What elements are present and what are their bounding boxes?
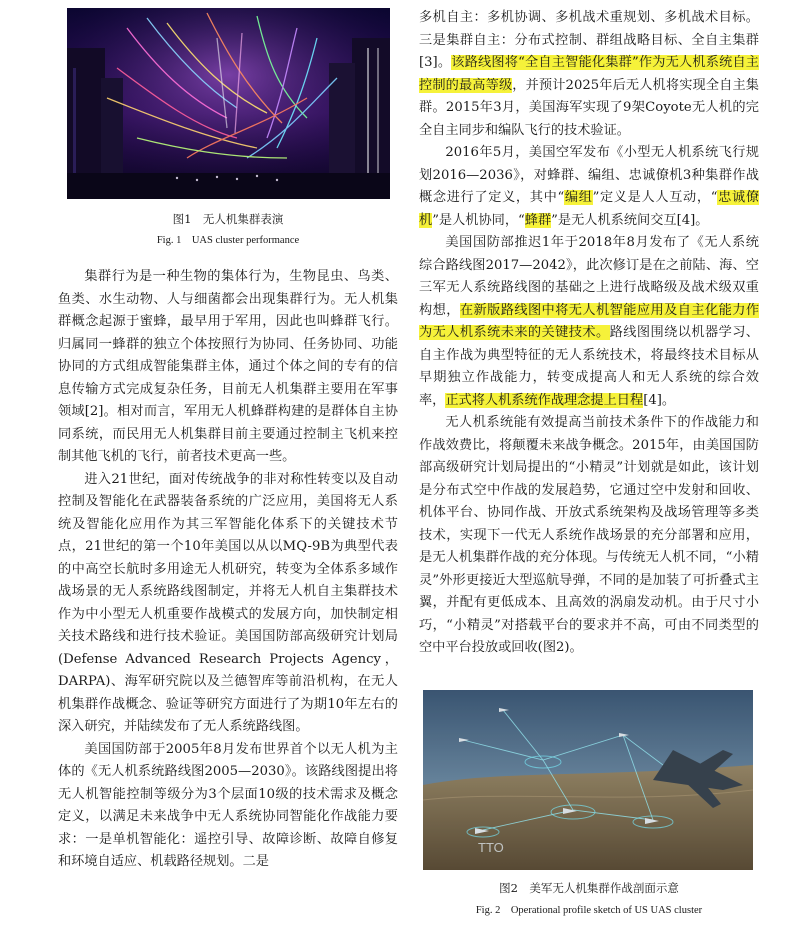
highlighted-text: 在新版路线图中将无人机智能应用及自主化能力作为无人机系统未来的关键技术。 <box>419 302 760 340</box>
drone-light-show-illustration <box>67 8 390 199</box>
uas-cluster-operation-illustration <box>423 690 753 870</box>
paragraph: 美国国防部于2005年8月发布世界首个以无人机为主体的《无人机系统路线图2005—2030》。该路线图提出将无人机智能控制等级分为3个层面10级的技术需求及概念定义，以满足未来战争中无人系统协同智能化作战能力要求：一是单机智能化：遥控引导、故障诊断、故障自修复和环境自适应、机载路径规划。二是 <box>58 741 398 869</box>
highlighted-text: 蜂群 <box>524 212 552 228</box>
paragraph <box>419 7 759 142</box>
highlighted-text: 忠诚僚机 <box>419 190 760 228</box>
paragraph: 集群行为是一种生物的集体行为，生物昆虫、鸟类、鱼类、水生动物、人与细菌都会出现集群行为。无人机集群概念起源于蜜蜂，最早用于军用，因此也叫蜂群飞行。归属同一蜂群的独立个体按照行为协同、任务协同、功能协同的方式组成智能集群主体，通过个体之间的专有的信息传输方式完成复杂任务，目前无人机集群主要用在军事领域[2]。相对而言，军用无人机蜂群构建的是群体自主协同系统，而民用无人机集群目前主要通过控制主飞机来控制其他飞机的飞行，前者技术更高一些。 <box>58 269 398 464</box>
highlighted-text: 编组 <box>564 190 593 205</box>
text-run: ”是人机协同，“ <box>432 212 525 228</box>
figure-1-image <box>67 8 390 199</box>
text-run: [4]。 <box>643 392 676 408</box>
paragraph <box>419 142 759 232</box>
left-body-text <box>58 266 398 874</box>
text-run: ”定义是人人互动，“ <box>592 190 718 205</box>
text-run: 2016年5月，美国空军发布《小型无人机系统飞行规划2016—2036》，对蜂群、编组、忠诚僚机3种集群作战概念进行了定义，其中“ <box>419 145 759 205</box>
right-body-text <box>419 7 759 660</box>
highlighted-text: 该路线图将“全自主智能化集群”作为无人机系统自主控制的最高等级 <box>419 55 759 93</box>
figure-1-caption-en: Fig. 1 UAS cluster performance <box>156 235 300 246</box>
highlighted-text: 正式将人机系统作战理念提上日程 <box>445 392 644 408</box>
text-run: 路线图围绕以机器学习、自主作战为典型特征的无人系统技术，将最终技术目标从早期独立作战能力，转变成提高人和无人系统的综合效率， <box>419 325 759 408</box>
text-run: ”是无人机系统间交互[4]。 <box>551 212 709 228</box>
figure-1-caption-cn: 图1 无人机集群表演 <box>172 212 284 226</box>
figure-2-caption-cn: 图2 美军无人机集群作战剖面示意 <box>499 881 679 895</box>
text-run: 美国国防部推迟1年于2018年8月发布了《无人系统综合路线图2017—2042》，此次修订是在之前陆、海、空三军无人系统路线图的基础之上进行战略级及战术级双重构想， <box>419 235 759 318</box>
text-run: 多机自主：多机协调、多机战术重规划、多机战术目标。三是集群自主：分布式控制、群组战略目标、全自主集群[3]。 <box>419 10 759 70</box>
watermark-text: TTO <box>478 840 504 855</box>
text-run: ，并预计2025年后无人机将实现全自主集群。2015年3月，美国海军实现了9架Coyote无人机的完全自主同步和编队飞行的技术验证。 <box>419 77 759 138</box>
figure-2-image <box>423 690 753 870</box>
figure-2-caption-en: Fig. 2 Operational profile sketch of US UAS cluster <box>475 905 703 916</box>
paragraph <box>419 232 759 412</box>
paragraph: 进入21世纪，面对传统战争的非对称性转变以及自动控制及智能化在武器装备系统的广泛应用，美国将无人系统及智能化应用作为其三军智能化体系下的关键技术节点，21世纪的第一个10年美国以从以MQ-9B为典型代表的中高空长航时多用途无人机研究，转变为全体系多域作战场景的无人系统路线图制定，并将无人机自主集群技术作为中小型无人机重要作战模式的发展方向，加快制定相关技术路线和进行技术验证。美国国防部高级研究计划局(Defense Advanced Research Projects Agency，DARPA)、海军研究院以及兰德智库等前沿机构，在无人机集群作战概念、验证等研究方面进行了为期10年左右的深入研究，并陆续发布了无人系统路线图。 <box>58 471 398 734</box>
paragraph: 无人机系统能有效提高当前技术条件下的作战能力和作战效费比，将颠覆未来战争概念。2015年，由美国国防部高级研究计划局提出的“小精灵”计划就是如此，该计划是分布式空中作战的发展趋势，它通过空中发射和回收、机体平台、协同作战、开放式系统架构及战场管理等多类技术，实现下一代无人系统作战场景的充分部署和应用，是无人机集群作战的充分体现。与传统无人机不同，“小精灵”外形更接近大型巡航导弹，不同的是加装了可折叠式主翼，并配有更低成本、且高效的涡扇发动机。由于尺寸小巧，“小精灵”对搭载平台的要求并不高，可由不同类型的空中平台投放或回收(图2)。 <box>419 415 759 655</box>
